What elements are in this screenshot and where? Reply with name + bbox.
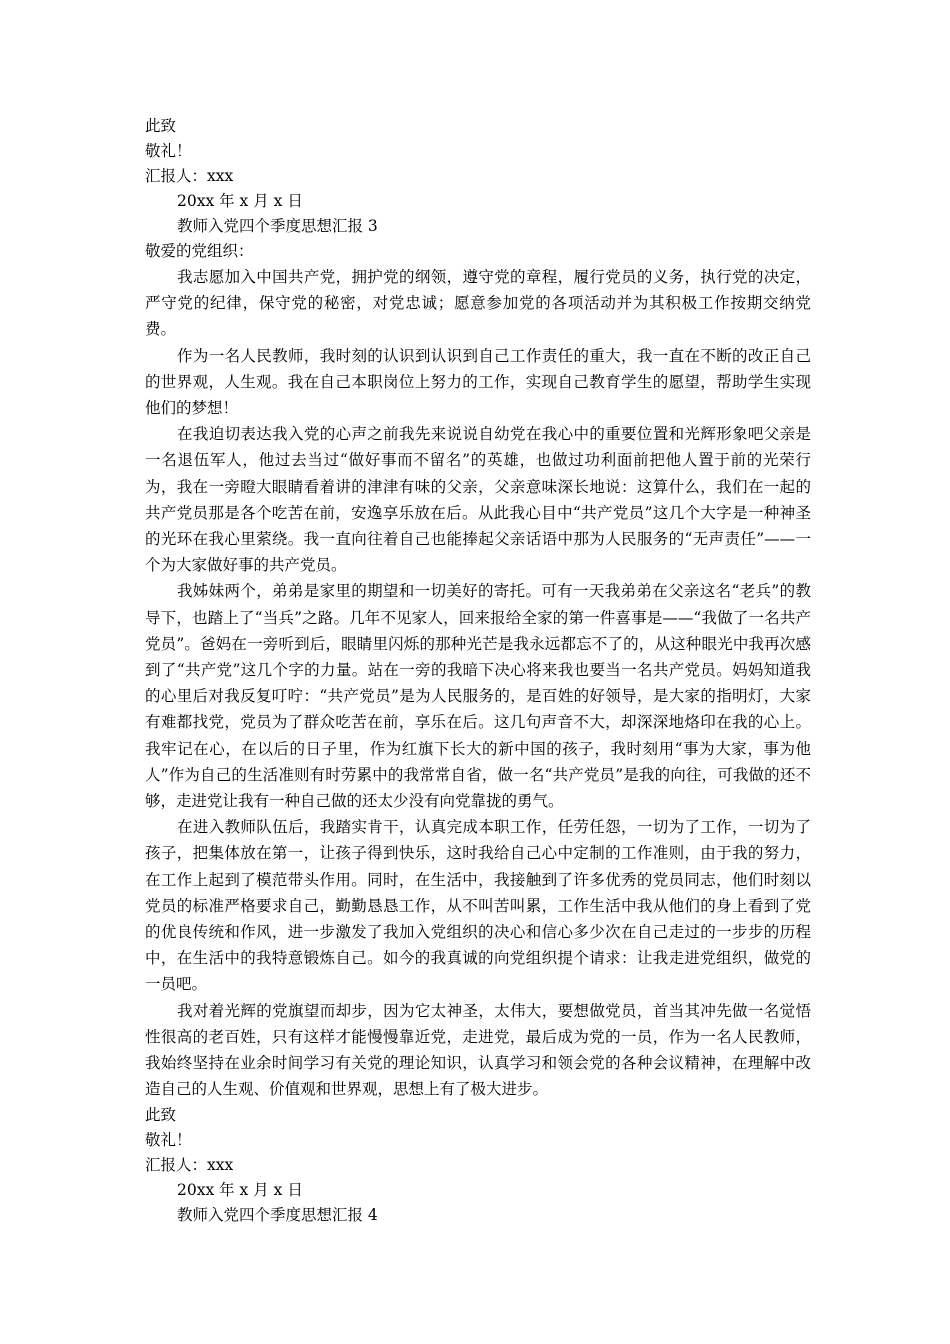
body-paragraph: 在我迫切表达我入党的心声之前我先来说说自幼党在我心中的重要位置和光辉形象吧父亲是一名退伍军人，他过去当过“做好事而不留名”的英雄，也做过功利面前把他人置于前的光荣行为，我在一旁瞪大眼睛看着讲的津津有味的父亲，父亲意味深长地说：这算什么，我们在一起的共产党员那是各个吃苦在前，安逸享乐放在后。从此我心目中“共产党员”这几个大字是一种神圣的光环在我心里萦绕。我一直向往着自己也能捧起父亲话语中那为人民服务的“无声责任”——一个为大家做好事的共产党员。 xyxy=(145,425,811,575)
closing-ci-zhi: 此致 xyxy=(145,1105,177,1124)
closing-date: 20xx 年 x 月 x 日 xyxy=(177,1180,303,1199)
body-paragraph: 在进入教师队伍后，我踏实肯干，认真完成本职工作，任劳任怨，一切为了工作，一切为了孩子，把集体放在第一，让孩子得到快乐，这时我给自己心中定制的工作准则，由于我的努力，在工作上起到了模范带头作用。同时，在生活中，我接触到了许多优秀的党员同志，他们时刻以党员的标准严格要求自己，勤勤恳恳工作，从不叫苦叫累，工作生活中我从他们的身上看到了党的优良传统和作风，进一步激发了我加入党组织的决心和信心多少次在自己走过的一步步的历程中，在生活中的我特意锻炼自己。如今的我真诚的向党组织提个请求：让我走进党组织，做党的一员吧。 xyxy=(145,818,811,994)
body-paragraph: 我志愿加入中国共产党，拥护党的纲领，遵守党的章程，履行党员的义务，执行党的决定，严守党的纪律，保守党的秘密，对党忠诚；愿意参加党的各项活动并为其积极工作按期交纳党费。 xyxy=(145,268,811,339)
section-title: 教师入党四个季度思想汇报 4 xyxy=(177,1205,378,1224)
section-title: 教师入党四个季度思想汇报 3 xyxy=(177,217,378,235)
body-paragraph: 作为一名人民教师，我时刻的认识到认识到自己工作责任的重大，我一直在不断的改正自己的世界观，人生观。我在自己本职岗位上努力的工作，实现自己教育学生的愿望，帮助学生实现他们的梦想！ xyxy=(145,346,811,418)
closing-date: 20xx 年 x 月 x 日 xyxy=(177,192,303,210)
closing-ci-zhi: 此致 xyxy=(145,117,177,135)
closing-jing-li: 敬礼！ xyxy=(145,142,192,160)
closing-jing-li: 敬礼！ xyxy=(145,1130,192,1149)
document-page xyxy=(145,114,811,1228)
salutation: 敬爱的党组织： xyxy=(145,242,254,260)
closing-reporter: 汇报人：xxx xyxy=(145,1155,234,1174)
closing-reporter: 汇报人：xxx xyxy=(145,167,234,185)
body-paragraph: 我对着光辉的党旗望而却步，因为它太神圣，太伟大，要想做党员，首当其冲先做一名觉悟性很高的老百姓，只有这样才能慢慢靠近党，走进党，最后成为党的一员，作为一名人民教师，我始终坚持在业余时间学习有关党的理论知识，认真学习和领会党的各种会议精神，在理解中改造自己的人生观、价值观和世界观，思想上有了极大进步。 xyxy=(145,1001,811,1099)
body-paragraph: 我姊妹两个，弟弟是家里的期望和一切美好的寄托。可有一天我弟弟在父亲这名“老兵”的教导下，也踏上了“当兵”之路。几年不见家人，回来报给全家的第一件喜事是——“我做了一名共产党员”。爸妈在一旁听到后，眼睛里闪烁的那种光芒是我永远都忘不了的，从这种眼光中我再次感到了“共产党”这几个字的力量。站在一旁的我暗下决心将来我也要当一名共产党员。妈妈知道我的心里后对我反复叮咛：“共产党员”是为人民服务的，是百姓的好领导，是大家的指明灯，大家有难都找党，党员为了群众吃苦在前，享乐在后。这几句声音不大，却深深地烙印在我的心上。我牢记在心，在以后的日子里，作为红旗下长大的新中国的孩子，我时刻用“事为大家，事为他人”作为自己的生活准则有时劳累中的我常常自省，做一名“共产党员”是我的向往，可我做的还不够，走进党让我有一种自己做的还太少没有向党靠拢的勇气。 xyxy=(145,582,811,811)
